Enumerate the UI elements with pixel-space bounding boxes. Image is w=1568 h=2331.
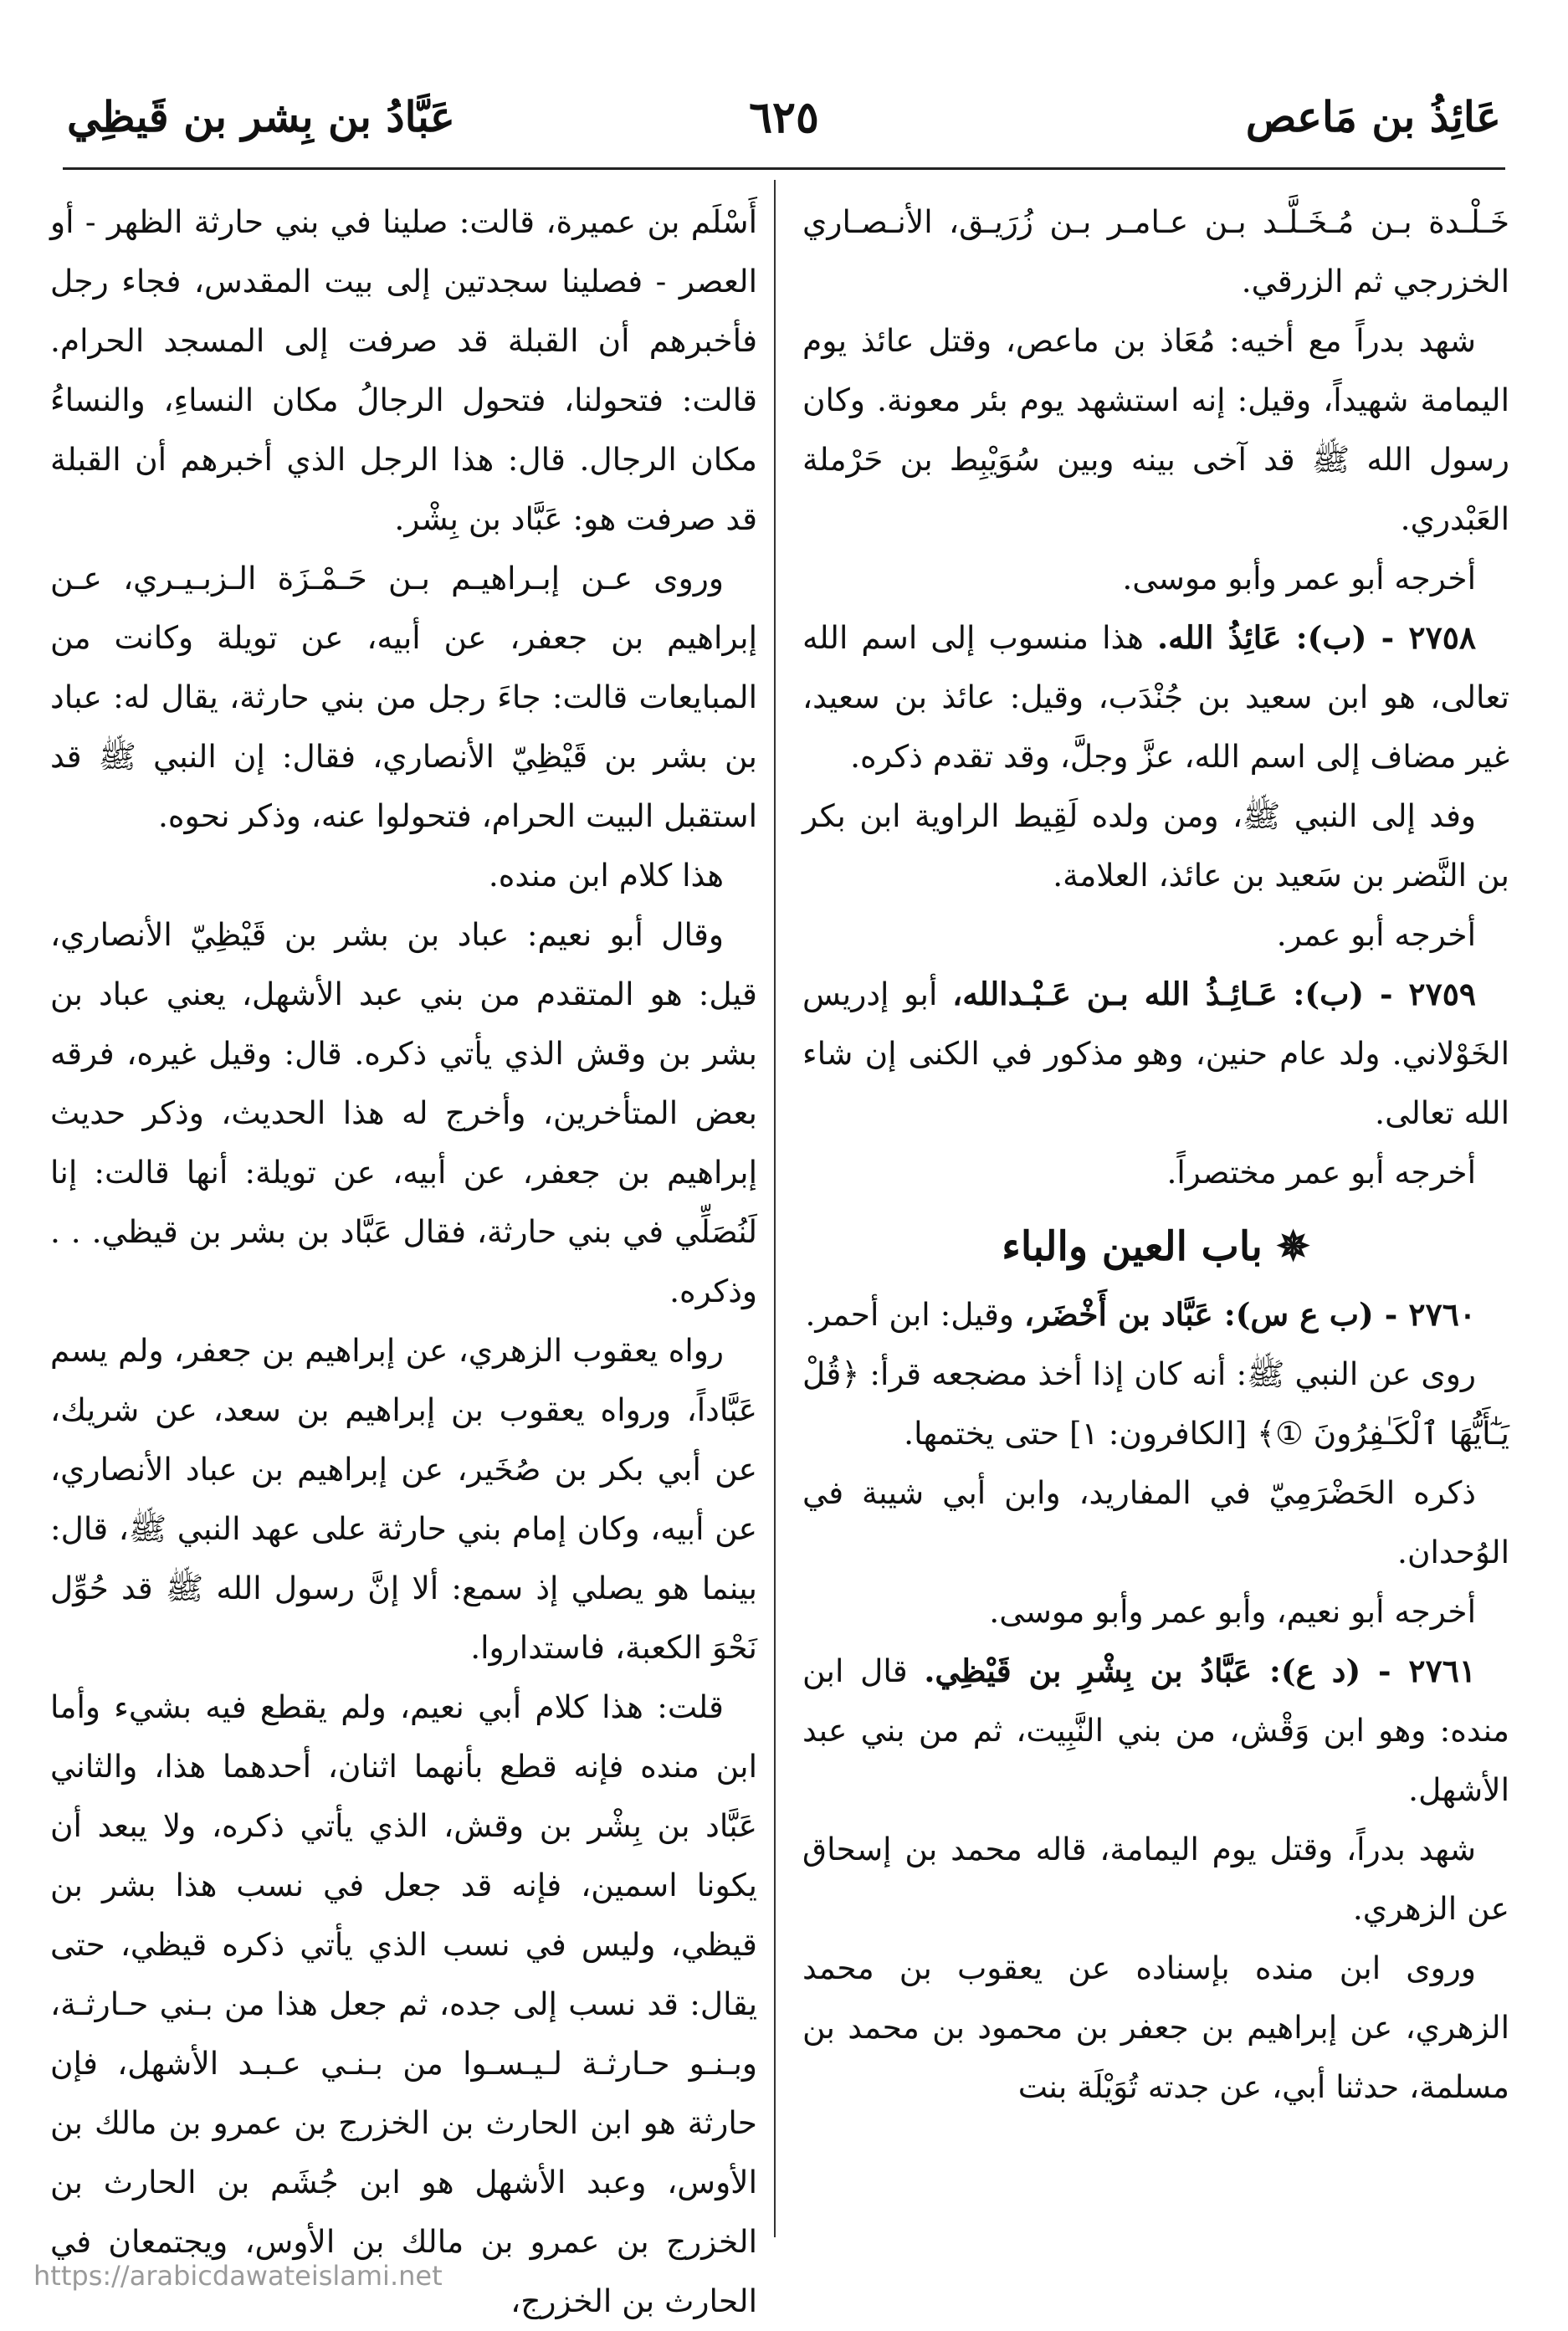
entry-heading: ٢٧٦٠ - (ب ع س): عَبَّاد بن أَخْضَر، bbox=[1023, 1296, 1476, 1333]
entry-heading: ٢٧٥٩ - (ب): عَـائِـذُ الله بـن عَـبْـدالله، bbox=[952, 976, 1476, 1012]
header-rule bbox=[63, 167, 1505, 170]
entry-text: أبو إدريس الخَوْلاني. ولد عام حنين، وهو مذكور في الكنى إن شاء الله تعالى. bbox=[802, 976, 1509, 1131]
paragraph: شهد بدراً، وقتل يوم اليمامة، قاله محمد بن إسحاق عن الزهري. bbox=[802, 1831, 1509, 1927]
paragraph: وفد إلى النبي ﷺ، ومن ولده لَقِيط الراوية ابن بكر بن النَّضر بن سَعيد بن عائذ، العلامة. bbox=[802, 797, 1509, 894]
paragraph: وروى ابن منده بإسناده عن يعقوب بن محمد الزهري، عن إبراهيم بن جعفر بن محمود بن محمد بن مسلمة، حدثنا أبي، عن جدته تُوَيْلَة بنت bbox=[802, 1949, 1509, 2105]
entry-text: وقيل: ابن أحمر. bbox=[805, 1296, 1024, 1333]
left-column bbox=[50, 192, 757, 2331]
right-column bbox=[802, 192, 1509, 2117]
page-header bbox=[59, 92, 1509, 159]
entry-heading: ٢٧٥٨ - (ب): عَائِذُ الله. bbox=[1157, 619, 1476, 656]
entry-text: قال ابن منده: وهو ابن وَقْش، من بني النَّبِيت، ثم من بني عبد الأشهل. bbox=[802, 1652, 1509, 1808]
paragraph: أخرجه أبو عمر. bbox=[1276, 916, 1476, 953]
paragraph: قلت: هذا كلام أبي نعيم، ولم يقطع فيه بشيء وأما ابن منده فإنه قطع بأنهما اثنان، أحدهما هذا، والثاني عَبَّاد بن بِشْر بن وقش، الذي يأتي ذكره، ولا يبعد أن يكونا اسمين، فإنه قد جعل في نسب هذا بشر بن قيظي، وليس في نسب الذي يأتي ذكره قيظي، حتى يقال: قد نسب إلى جده، ثم جعل هذا من بـني حـارثـة، وبـنـو حـارثـة لـيـسـوا من بـنـي عـبـد الأشهل، فإن حارثة هو ابن الحارث بن الخزرج بن عمرو بن مالك بن الأوس، وعبد الأشهل هو ابن جُشَم بن الحارث بن الخزرج بن عمرو بن مالك بن الأوس، ويجتمعان في الحارث بن الخزرج، bbox=[50, 1688, 757, 2319]
watermark-url: https://arabicdawateislami.net bbox=[33, 2260, 443, 2292]
section-title: ✵ باب العين والباء bbox=[1002, 1223, 1310, 1270]
entry-2760 bbox=[802, 1285, 1509, 1345]
paragraph: روى عن النبي ﷺ: أنه كان إذا أخذ مضجعه قرأ: ﴿قُلْ يَـٰٓأَيُّهَا ٱلْكَـٰفِرُونَ ①﴾ [الكافرون: ١] حتى يختمها. bbox=[802, 1355, 1509, 1452]
paragraph: رواه يعقوب الزهري، عن إبراهيم بن جعفر، ولم يسم عَبَّاداً، ورواه يعقوب بن إبراهيم بن سعد، عن شريك، عن أبي بكر بن صُخَير، عن إبراهيم بن عباد الأنصاري، عن أبيه، وكان إمام بني حارثة على عهد النبي ﷺ، قال: بينما هو يصلي إذ سمع: ألا إنَّ رسول الله ﷺ قد حُوِّل نَحْوَ الكعبة، فاستداروا. bbox=[50, 1332, 757, 1666]
entry-2759 bbox=[802, 965, 1509, 1143]
entry-2758 bbox=[802, 608, 1509, 786]
paragraph: شهد بدراً مع أخيه: مُعَاذ بن ماعص، وقتل عائذ يوم اليمامة شهيداً، وقيل: إنه استشهد يوم بئر معونة. وكان رسول الله ﷺ قد آخى بينه وبين سُوَيْبِط بن حَرْملة العَبْدري. bbox=[802, 322, 1509, 537]
page-number: ٦٢٥ bbox=[749, 92, 819, 143]
running-head-left: عَبَّادُ بن بِشر بن قَيظِي bbox=[67, 92, 455, 141]
paragraph: ذكره الحَضْرَمِيّ في المفاريد، وابن أبي شيبة في الوُحدان. bbox=[802, 1474, 1509, 1570]
entry-heading: ٢٧٦١ - (د ع): عَبَّادُ بن بِشْرِ بن قَيْظِي. bbox=[924, 1652, 1476, 1689]
paragraph: وروى عـن إبـراهيـم بـن حَـمْـزَة الـزبـيـري، عـن إبراهيم بن جعفر، عن أبيه، عن تويلة وكانت من المبايعات قالت: جاءَ رجل من بني حارثة، يقال له: عباد بن بشر بن قَيْظِيّ الأنصاري، فقال: إن النبي ﷺ قد استقبل البيت الحرام، فتحولوا عنه، وذكر نحوه. bbox=[50, 560, 758, 834]
column-separator bbox=[774, 180, 776, 2237]
paragraph: هذا كلام ابن منده. bbox=[488, 857, 724, 894]
paragraph: خَـلْـدة بـن مُـخَـلَّـد بـن عـامـر بـن زُرَيـق، الأنـصـاري الخزرجي ثم الزرقي. bbox=[802, 203, 1509, 300]
entry-2761 bbox=[802, 1642, 1509, 1820]
paragraph: أَسْلَم بن عميرة، قالت: صلينا في بني حارثة الظهر - أو العصر - فصلينا سجدتين إلى بيت المقدس، فجاء رجل فأخبرهم أن القبلة قد صرفت إلى المسجد الحرام. قالت: فتحولنا، فتحول الرجالُ مكان النساءِ، والنساءُ مكان الرجال. قال: هذا الرجل الذي أخبرهم أن القبلة قد صرفت هو: عَبَّاد بن بِشْر. bbox=[50, 203, 757, 537]
entry-text: هذا منسوب إلى اسم الله تعالى، هو ابن سعيد بن جُنْدَب، وقيل: عائذ بن سعيد، غير مضاف إلى اسم الله، عزَّ وجلَّ، وقد تقدم ذكره. bbox=[802, 619, 1509, 775]
paragraph: أخرجه أبو نعيم، وأبو عمر وأبو موسى. bbox=[989, 1593, 1476, 1630]
paragraph: أخرجه أبو عمر وأبو موسى. bbox=[1122, 560, 1476, 597]
paragraph: أخرجه أبو عمر مختصراً. bbox=[1166, 1154, 1476, 1191]
running-head-right: عَائِذُ بن مَاعص bbox=[1245, 92, 1501, 141]
paragraph: وقال أبو نعيم: عباد بن بشر بن قَيْظِيّ الأنصاري، قيل: هو المتقدم من بني عبد الأشهل، يعني عباد بن بشر بن وقش الذي يأتي ذكره. قال: وقيل غيره، فرقه بعض المتأخرين، وأخرج له هذا الحديث، وذكر حديث إبراهيم بن جعفر، عن أبيه، عن تويلة: أنها قالت: إنا لَنُصَلِّي في بني حارثة، فقال عَبَّاد بن بشر بن قيظي. . . وذكره. bbox=[50, 916, 757, 1309]
